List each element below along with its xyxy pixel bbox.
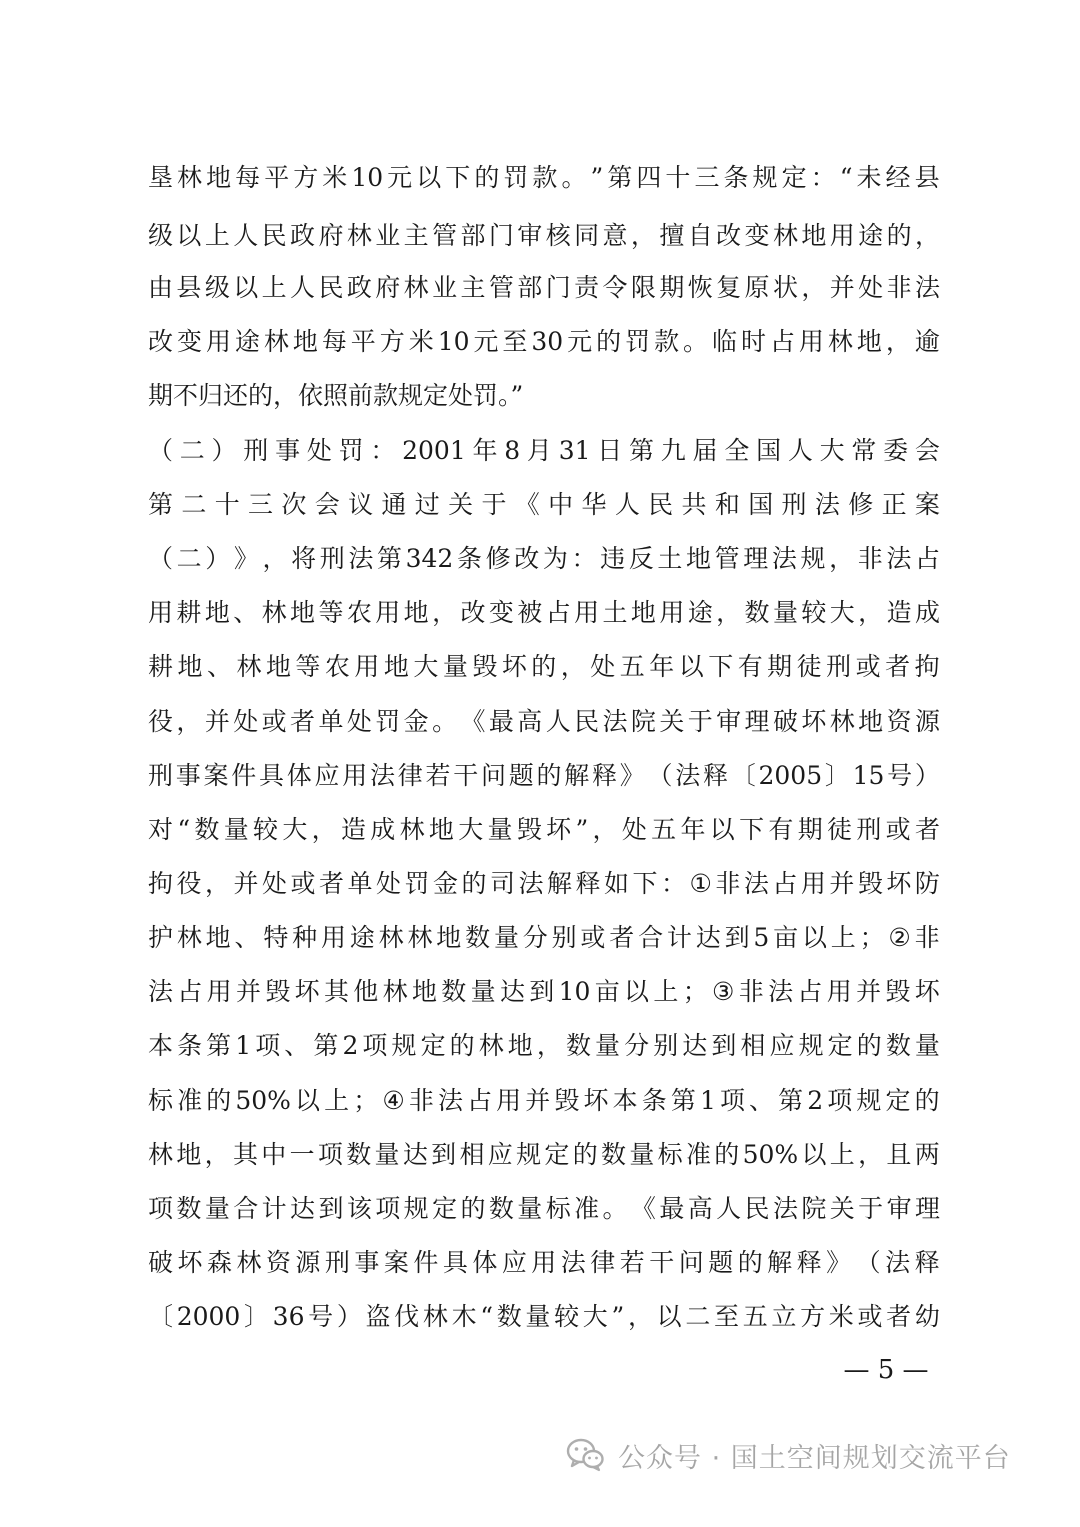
text-line: 垦 林 地 每 平 方 米 10 元 以 下 的 罚 款 。 ” 第 四 十 三 条 规 定 ： “ 未 经 县 <box>148 163 940 192</box>
watermark <box>566 1430 1011 1480</box>
text-line: 由 县 级 以 上 人 民 政 府 林 业 主 管 部 门 责 令 限 期 恢 复 原 状 ， 并 处 非 法 <box>148 273 940 302</box>
text-line: 第 二 十 三 次 会 议 通 过 关 于 《 中 华 人 民 共 和 国 刑 法 修 正 案 <box>148 490 940 519</box>
text-line: 刑 事 案 件 具 体 应 用 法 律 若 干 问 题 的 解 释 》 （ 法 释 〔 2005 〕 15 号 ） <box>148 761 940 790</box>
text-line: 用 耕 地 、 林 地 等 农 用 地 ， 改 变 被 占 用 土 地 用 途 ， 数 量 较 大 ， 造 成 <box>148 598 940 627</box>
text-line: 破 坏 森 林 资 源 刑 事 案 件 具 体 应 用 法 律 若 干 问 题 的 解 释 》 （ 法 释 <box>148 1248 940 1277</box>
text-line: 改 变 用 途 林 地 每 平 方 米 10 元 至 30 元 的 罚 款 。 临 时 占 用 林 地 ， 逾 <box>148 327 940 356</box>
text-line: 役 ， 并 处 或 者 单 处 罚 金 。 《 最 高 人 民 法 院 关 于 审 理 破 坏 林 地 资 源 <box>148 707 940 736</box>
page-number: — 5 — <box>843 1355 929 1385</box>
watermark-text: 公众号 · 国土空间规划交流平台 <box>618 1442 1011 1474</box>
text-line: 护 林 地 、 特 种 用 途 林 林 地 数 量 分 别 或 者 合 计 达 到 5 亩 以 上 ； ② 非 <box>148 923 940 952</box>
text-line: （ 二 ） 》 ， 将 刑 法 第 342 条 修 改 为 ： 违 反 土 地 管 理 法 规 ， 非 法 占 <box>148 544 940 573</box>
text-line: 对 “ 数 量 较 大 ， 造 成 林 地 大 量 毁 坏 ” ， 处 五 年 以 下 有 期 徒 刑 或 者 <box>148 815 940 844</box>
text-line: 拘 役 ， 并 处 或 者 单 处 罚 金 的 司 法 解 释 如 下 ： ① 非 法 占 用 并 毁 坏 防 <box>148 869 940 898</box>
text-line: 项 数 量 合 计 达 到 该 项 规 定 的 数 量 标 准 。 《 最 高 人 民 法 院 关 于 审 理 <box>148 1194 940 1223</box>
text-line: 本 条 第 1 项 、 第 2 项 规 定 的 林 地 ， 数 量 分 别 达 到 相 应 规 定 的 数 量 <box>148 1031 940 1060</box>
text-line: 〔 2000 〕 36 号 ） 盗 伐 林 木 “ 数 量 较 大 ” ， 以 二 至 五 立 方 米 或 者 幼 <box>148 1302 940 1331</box>
wechat-logo-icon <box>566 1438 604 1472</box>
text-line: 耕 地 、 林 地 等 农 用 地 大 量 毁 坏 的 ， 处 五 年 以 下 有 期 徒 刑 或 者 拘 <box>148 652 940 681</box>
text-line: 级 以 上 人 民 政 府 林 业 主 管 部 门 审 核 同 意 ， 擅 自 改 变 林 地 用 途 的 ， <box>148 221 940 250</box>
text-line: 法 占 用 并 毁 坏 其 他 林 地 数 量 达 到 10 亩 以 上 ； ③ 非 法 占 用 并 毁 坏 <box>148 977 940 1006</box>
text-line: 期不归还的，依照前款规定处罚。” <box>148 381 524 410</box>
text-line: 标 准 的 50% 以 上 ； ④ 非 法 占 用 并 毁 坏 本 条 第 1 项 、 第 2 项 规 定 的 <box>148 1086 940 1115</box>
text-line: （ 二 ） 刑 事 处 罚 ： 2001 年 8 月 31 日 第 九 届 全 国 人 大 常 委 会 <box>148 436 940 465</box>
text-line: 林 地 ， 其 中 一 项 数 量 达 到 相 应 规 定 的 数 量 标 准 的 50% 以 上 ， 且 两 <box>148 1140 940 1169</box>
